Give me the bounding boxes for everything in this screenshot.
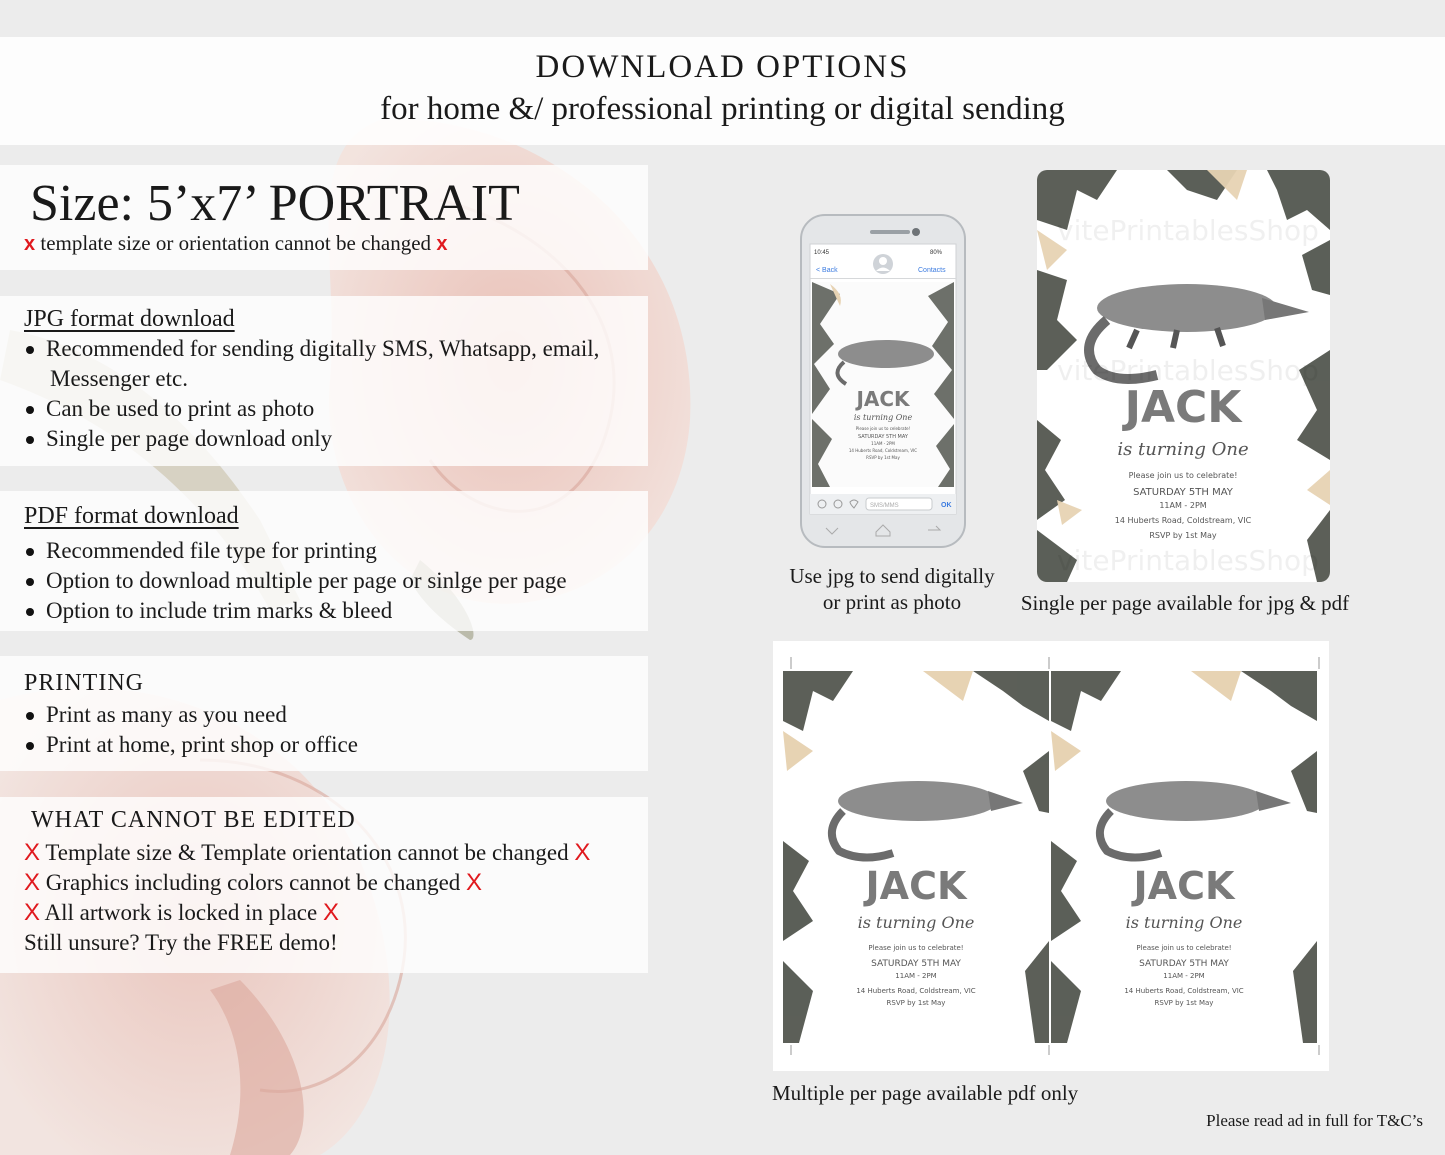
header-banner (0, 37, 1445, 145)
single-caption: Single per page available for jpg & pdf (1020, 591, 1350, 615)
pdf-panel (0, 491, 648, 631)
list-item: Recommended file type for printing (24, 536, 567, 566)
svg-text:is turning One: is turning One (1125, 913, 1243, 932)
phone-mockup (800, 214, 966, 548)
edit-line: X Template size & Template orientation cannot be changed X (24, 839, 591, 866)
svg-text:14 Huberts Road, Coldstream, V: 14 Huberts Road, Coldstream, VIC (1124, 987, 1244, 995)
size-panel (0, 165, 648, 270)
svg-text:RSVP by 1st May: RSVP by 1st May (1149, 531, 1217, 540)
footnote: Please read ad in full for T&C’s (1206, 1111, 1423, 1130)
single-invite-card (1037, 170, 1330, 582)
invite-copy-left (783, 671, 1049, 1043)
phone-invite-name: JACK (856, 387, 910, 411)
multi-invite-art (773, 641, 1329, 1071)
edit-title: WHAT CANNOT BE EDITED (31, 807, 356, 833)
multi-invite-sheet (773, 641, 1329, 1071)
list-item: Print at home, print shop or office (24, 730, 358, 760)
svg-text:SATURDAY 5TH MAY: SATURDAY 5TH MAY (1133, 487, 1233, 498)
svg-text:SATURDAY 5TH MAY: SATURDAY 5TH MAY (1139, 959, 1229, 969)
list-item: Option to include trim marks & bleed (24, 596, 567, 626)
pdf-title: PDF format download (24, 503, 239, 529)
list-item: Print as many as you need (24, 700, 358, 730)
svg-text:11AM - 2PM: 11AM - 2PM (895, 972, 937, 980)
phone-caption: Use jpg to send digitally or print as photo (789, 564, 995, 614)
svg-text:RSVP by 1st May: RSVP by 1st May (886, 999, 946, 1007)
x-mark: x (436, 233, 448, 255)
edit-line: X All artwork is locked in place X (24, 899, 339, 926)
svg-text:SATURDAY 5TH MAY: SATURDAY 5TH MAY (858, 434, 908, 440)
svg-text:11AM - 2PM: 11AM - 2PM (1159, 501, 1207, 510)
invite-copy-right (1051, 671, 1317, 1043)
svg-text:Please join us to celebrate!: Please join us to celebrate! (868, 944, 964, 952)
printing-list (24, 700, 358, 760)
svg-text:14 Huberts Road, Coldstream, V: 14 Huberts Road, Coldstream, VIC (856, 987, 976, 995)
list-item: Recommended for sending digitally SMS, Whatsapp, email, Messenger etc. (24, 334, 599, 394)
edit-line: X Graphics including colors cannot be changed X (24, 869, 483, 896)
edit-panel (0, 797, 648, 973)
jpg-panel (0, 296, 648, 466)
svg-text:Please join us to celebrate!: Please join us to celebrate! (1128, 471, 1238, 480)
edit-lines (24, 838, 590, 958)
svg-text:JACK: JACK (865, 864, 967, 908)
svg-text:vitePrintablesShop: vitePrintablesShop (1057, 214, 1319, 247)
demo-line: Still unsure? Try the FREE demo! (24, 930, 338, 955)
list-item: Option to download multiple per page or sinlge per page (24, 566, 567, 596)
page-title: DOWNLOAD OPTIONS (535, 49, 910, 85)
svg-text:Please join us to celebrate!: Please join us to celebrate! (1136, 944, 1232, 952)
invite-script: is turning One (1117, 439, 1249, 460)
sms-input: SMS/MMS (870, 503, 899, 509)
svg-text:Please join us to celebrate!: Please join us to celebrate! (855, 426, 911, 431)
svg-text:vitePrintablesShop: vitePrintablesShop (1057, 544, 1319, 577)
pdf-list (24, 536, 567, 626)
size-note-text: template size or orientation cannot be changed (40, 231, 432, 255)
svg-text:RSVP by 1st May: RSVP by 1st May (866, 455, 900, 460)
jpg-list (24, 334, 599, 454)
svg-text:14 Huberts Road, Coldstream, V: 14 Huberts Road, Coldstream, VIC (1114, 516, 1252, 525)
phone-battery: 80% (930, 250, 943, 256)
phone-time: 10:45 (814, 250, 830, 256)
printing-panel (0, 656, 648, 771)
svg-text:RSVP by 1st May: RSVP by 1st May (1154, 999, 1214, 1007)
svg-text:11AM - 2PM: 11AM - 2PM (871, 441, 895, 446)
x-mark: x (24, 233, 36, 255)
svg-text:vitePrintablesShop: vitePrintablesShop (1057, 354, 1319, 387)
single-invite-art (1037, 170, 1330, 582)
phone-invite-script: is turning One (853, 413, 913, 422)
size-note (24, 231, 447, 256)
size-title: Size: 5’x7’ PORTRAIT (30, 175, 520, 232)
svg-text:SATURDAY 5TH MAY: SATURDAY 5TH MAY (871, 959, 961, 969)
multi-caption: Multiple per page available pdf only (772, 1081, 1079, 1105)
jpg-title: JPG format download (24, 306, 235, 332)
list-item: Can be used to print as photo (24, 394, 599, 424)
crocodile-illustration (838, 340, 934, 368)
list-item: Single per page download only (24, 424, 599, 454)
svg-text:11AM - 2PM: 11AM - 2PM (1163, 972, 1205, 980)
phone-contacts: Contacts (918, 267, 946, 274)
phone-back: < Back (816, 267, 838, 274)
svg-text:is turning One: is turning One (857, 913, 975, 932)
page-subtitle: for home &/ professional printing or digital sending (380, 91, 1065, 127)
svg-text:14 Huberts Road, Coldstream, V: 14 Huberts Road, Coldstream, VIC (848, 448, 918, 453)
svg-text:JACK: JACK (1133, 864, 1235, 908)
ok-button: OK (941, 502, 952, 509)
printing-title: PRINTING (24, 670, 144, 696)
invite-name: JACK (1124, 382, 1242, 433)
